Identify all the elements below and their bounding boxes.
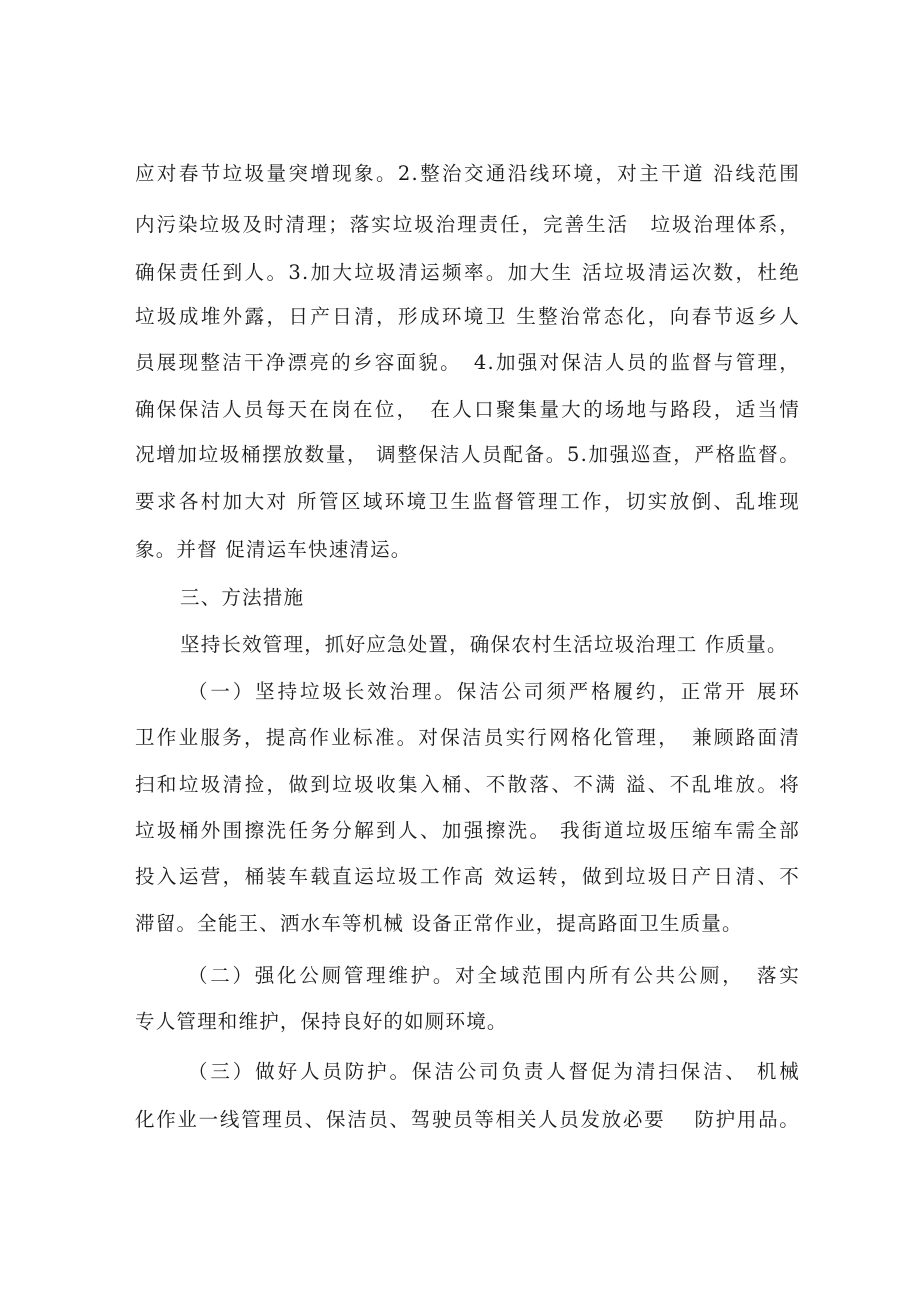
paragraph-line: 应对春节垃圾量突增现象。2.整治交通沿线环境，对主干道 沿线范围 — [135, 162, 800, 185]
item-line: 垃圾桶外围擦洗任务分解到人、加强擦洗。 我街道垃圾压缩车需全部 — [135, 819, 800, 842]
paragraph-line: 确保保洁人员每天在岗在位， 在人口聚集量大的场地与路段，适当情 — [135, 398, 800, 421]
paragraph-line: 象。并督 促清运车快速清运。 — [135, 538, 412, 561]
section-heading: 三、方法措施 — [180, 586, 305, 609]
item-line: 化作业一线管理员、保洁员、驾驶员等相关人员发放必要 防护用品。 — [135, 1108, 800, 1131]
paragraph-line: 内污染垃圾及时清理；落实垃圾治理责任，完善生活 垃圾治理体系， — [135, 213, 800, 236]
item-line: 卫作业服务，提高作业标准。对保洁员实行网格化管理， 兼顾路面清 — [135, 726, 800, 749]
paragraph-line: 况增加垃圾桶摆放数量， 调整保洁人员配备。5.加强巡查，严格监督。 — [135, 443, 800, 466]
item-line: 扫和垃圾清捡，做到垃圾收集入桶、不散落、不满 溢、不乱堆放。将 — [135, 773, 800, 796]
paragraph-line: 要求各村加大对 所管区域环境卫生监督管理工作，切实放倒、乱堆现 — [135, 490, 800, 513]
item-line: （一）坚持垃圾长效治理。保洁公司须严格履约，正常开 展环 — [188, 680, 800, 703]
item-line: （二）强化公厕管理维护。对全域范围内所有公共公厕， 落实 — [188, 964, 800, 987]
paragraph-line: 确保责任到人。3.加大垃圾清运频率。加大生 活垃圾清运次数，杜绝 — [135, 261, 800, 284]
paragraph-line: 垃圾成堆外露，日产日清，形成环境卫 生整治常态化，向春节返乡人 — [135, 305, 800, 328]
item-line: 投入运营，桶装车载直运垃圾工作高 效运转，做到垃圾日产日清、不 — [135, 865, 800, 888]
section-intro: 坚持长效管理，抓好应急处置，确保农村生活垃圾治理工 作质量。 — [180, 633, 788, 656]
paragraph-line: 员展现整洁干净漂亮的乡容面貌。 4.加强对保洁人员的监督与管理， — [135, 351, 800, 374]
item-line: 专人管理和维护，保持良好的如厕环境。 — [135, 1010, 508, 1033]
item-line: 滞留。全能王、洒水车等机械 设备正常作业，提高路面卫生质量。 — [135, 912, 743, 935]
item-line: （三）做好人员防护。保洁公司负责人督促为清扫保洁、 机械 — [188, 1060, 800, 1083]
